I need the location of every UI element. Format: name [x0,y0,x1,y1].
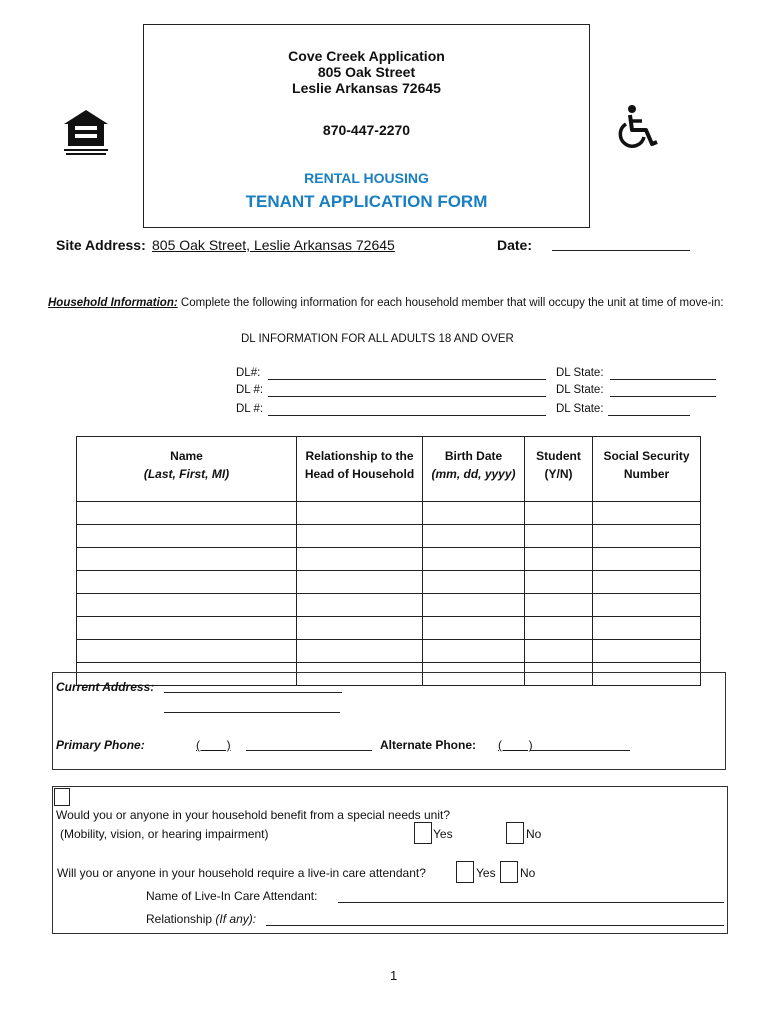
relationship-cell[interactable] [297,617,423,640]
special-needs-yes-checkbox[interactable] [414,822,432,844]
special-needs-question: Would you or anyone in your household benefit from a special needs unit? [56,808,451,822]
special-needs-no-checkbox[interactable] [506,822,524,844]
relationship-cell[interactable] [297,594,423,617]
birth-date-cell[interactable] [423,502,525,525]
student-cell[interactable] [525,548,593,571]
current-address-field-1[interactable] [164,692,342,693]
household-table [76,436,701,686]
household-intro [48,297,724,309]
relationship-cell[interactable] [297,571,423,594]
student-cell[interactable] [525,525,593,548]
attendant-no-label: No [520,866,536,880]
table-row [77,617,701,640]
relationship-cell[interactable] [297,640,423,663]
current-address-label: Current Address: [56,680,155,694]
table-row [77,571,701,594]
ssn-cell[interactable] [593,640,701,663]
student-cell[interactable] [525,594,593,617]
table-row [77,640,701,663]
table-row [77,502,701,525]
dl-state-field-2[interactable] [610,396,716,397]
form-kicker: RENTAL HOUSING [304,170,429,186]
column-header-name: Name (Last, First, MI) [77,437,297,502]
birth-date-cell[interactable] [423,640,525,663]
dl-state-field-3[interactable] [608,415,690,416]
page-number: 1 [390,968,398,983]
attendant-relationship-label: Relationship (If any): [146,912,257,926]
attendant-name-field[interactable] [338,902,724,903]
equal-housing-opportunity-icon [60,108,112,158]
relationship-cell[interactable] [297,525,423,548]
alternate-phone-field[interactable] [530,750,630,751]
property-name: Cove Creek Application [288,48,445,64]
household-table-body [77,502,701,686]
dl-label-3: DL #: [236,403,264,415]
student-cell[interactable] [525,502,593,525]
student-cell[interactable] [525,640,593,663]
dl-field-3[interactable] [268,415,546,416]
birth-date-cell[interactable] [423,525,525,548]
property-phone: 870-447-2270 [322,122,411,138]
special-needs-yes-label: Yes [433,827,453,841]
form-title: TENANT APPLICATION FORM [245,192,488,211]
name-cell[interactable] [77,594,297,617]
column-header-birth-date: Birth Date (mm, dd, yyyy) [423,437,525,502]
property-street: 805 Oak Street [317,64,416,80]
birth-date-cell[interactable] [423,548,525,571]
attendant-name-label: Name of Live-In Care Attendant: [146,889,318,903]
relationship-cell[interactable] [297,502,423,525]
property-city: Leslie Arkansas 72645 [292,80,441,96]
site-address-value: 805 Oak Street, Leslie Arkansas 72645 [152,237,395,253]
birth-date-cell[interactable] [423,571,525,594]
table-header-row [77,437,701,502]
name-cell[interactable] [77,640,297,663]
attendant-yes-checkbox[interactable] [456,861,474,883]
student-cell[interactable] [525,571,593,594]
name-cell[interactable] [77,617,297,640]
ssn-cell[interactable] [593,571,701,594]
dl-heading: DL INFORMATION FOR ALL ADULTS 18 AND OVER [241,333,514,345]
birth-date-cell[interactable] [423,617,525,640]
dl-label-2: DL #: [236,384,264,396]
primary-phone-area-code[interactable]: ( ) [196,738,231,752]
special-needs-subtext: (Mobility, vision, or hearing impairment) [60,827,269,841]
column-header-relationship: Relationship to the Head of Household [297,437,423,502]
name-cell[interactable] [77,571,297,594]
name-cell[interactable] [77,548,297,571]
table-row [77,548,701,571]
table-row [77,594,701,617]
table-row [77,525,701,548]
attendant-relationship-field[interactable] [266,925,724,926]
student-cell[interactable] [525,617,593,640]
ssn-cell[interactable] [593,548,701,571]
primary-phone-field[interactable] [246,750,372,751]
dl-state-label-3: DL State: [556,403,604,415]
attendant-no-checkbox[interactable] [500,861,518,883]
attendant-question: Will you or anyone in your household require a live-in care attendant? [57,866,426,880]
wheelchair-icon [616,104,662,150]
birth-date-cell[interactable] [423,594,525,617]
ssn-cell[interactable] [593,525,701,548]
dl-field-2[interactable] [268,396,546,397]
date-field[interactable] [552,250,690,251]
household-heading: Household Information: [48,297,178,309]
column-header-student: Student (Y/N) [525,437,593,502]
name-cell[interactable] [77,525,297,548]
name-cell[interactable] [77,502,297,525]
dl-state-label-2: DL State: [556,384,604,396]
ssn-cell[interactable] [593,617,701,640]
alternate-phone-area-code[interactable]: ( ) [498,738,533,752]
date-label: Date: [497,237,533,253]
section-checkbox[interactable] [54,788,70,806]
column-header-ssn: Social Security Number [593,437,701,502]
dl-state-label-1: DL State: [556,367,604,379]
household-instructions: Complete the following information for each household member that will occupy the unit at time of move-in: [180,297,724,309]
ssn-cell[interactable] [593,594,701,617]
special-needs-no-label: No [526,827,542,841]
current-address-field-2[interactable] [164,712,340,713]
relationship-cell[interactable] [297,548,423,571]
ssn-cell[interactable] [593,502,701,525]
dl-field-1[interactable] [268,379,546,380]
primary-phone-label: Primary Phone: [56,738,145,752]
dl-state-field-1[interactable] [610,379,716,380]
site-address-label: Site Address: [56,237,146,253]
dl-label-1: DL#: [236,367,261,379]
attendant-yes-label: Yes [476,866,496,880]
alternate-phone-label: Alternate Phone: [380,738,477,752]
